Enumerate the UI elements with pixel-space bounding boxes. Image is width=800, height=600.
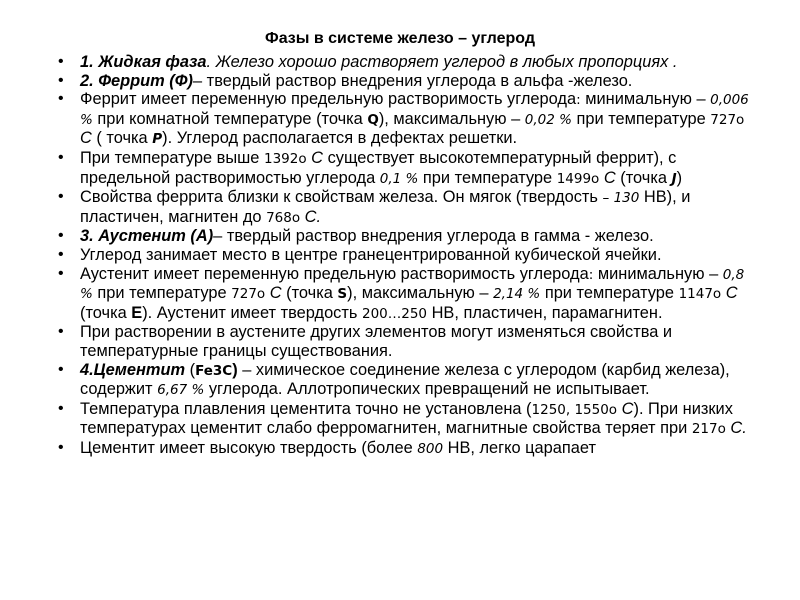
text-segment: ), максимальную –: [378, 109, 525, 128]
bullet-icon: •: [58, 53, 64, 70]
bullet-icon: •: [58, 227, 64, 245]
text-segment: – твердый раствор внедрения углерода в гамма - железо.: [213, 227, 654, 246]
bullet-icon: •: [58, 438, 64, 456]
list-item: [0, 439, 760, 459]
text-segment: S: [337, 286, 348, 303]
text-segment: Свойства феррита близки к свойствам железа. Он мягок (твердость: [80, 188, 603, 207]
text-segment: минимальную –: [580, 90, 711, 109]
list-item: [0, 149, 760, 188]
text-segment: углерода. Аллотропических превращений не испытывает.: [204, 380, 650, 399]
bullet-icon: •: [58, 148, 64, 166]
bullet-icon: •: [58, 245, 64, 263]
text-segment: С: [80, 129, 92, 148]
bullet-icon: •: [58, 323, 64, 341]
text-segment: При температуре выше: [80, 148, 264, 167]
list-item: [0, 400, 760, 439]
text-segment: 0,8 %: [80, 266, 745, 303]
text-segment: 3. Аустенит (А): [80, 227, 214, 246]
text-segment: 200…250: [361, 305, 428, 322]
bullet-icon: •: [58, 399, 64, 417]
text-segment: минимальную –: [593, 264, 723, 283]
bullet-icon: •: [58, 360, 64, 378]
bullet-icon: •: [58, 71, 64, 89]
text-segment: – твердый раствор внедрения углерода в альфа -железо.: [193, 71, 633, 90]
text-segment: 1392о: [263, 150, 307, 167]
text-segment: при температуре: [418, 168, 557, 187]
text-segment: 727о: [710, 111, 745, 128]
text-segment: При растворении в аустените других элементов могут изменяться свойства и температурные границы существования.: [80, 323, 673, 360]
text-segment: С: [621, 399, 634, 418]
text-segment: 0,006 %: [80, 92, 749, 128]
list-item: [0, 90, 760, 149]
text-segment: P: [152, 131, 163, 148]
text-segment: Феррит имеет переменную предельную растворимость углерода: [80, 90, 577, 109]
list-item: [0, 53, 760, 72]
text-segment: J: [671, 170, 677, 187]
list-item: [0, 227, 760, 246]
text-segment: – 130: [602, 190, 640, 207]
text-segment: ). При низких температурах цементит слабо ферромагнитен, магнитные свойства теряет при: [80, 399, 733, 438]
bullet-icon: •: [58, 90, 64, 108]
text-segment: С.: [304, 207, 322, 226]
text-segment: 2,14 %: [493, 286, 541, 303]
text-segment: при температуре: [571, 109, 711, 128]
text-segment: 800: [417, 440, 444, 457]
text-segment: Цементит имеет высокую твердость (более: [80, 438, 418, 457]
text-segment: 1147о: [678, 286, 722, 303]
list-item: [0, 188, 760, 227]
text-segment: (точка: [281, 284, 338, 303]
text-segment: НВ, пластичен, парамагнитен.: [427, 303, 663, 322]
text-segment: при температуре: [540, 284, 679, 303]
list-item: [0, 265, 760, 324]
text-segment: НВ), и пластичен, магнитен до: [80, 188, 691, 226]
bullet-icon: •: [58, 188, 64, 206]
text-segment: Q: [367, 111, 379, 128]
text-segment: С: [603, 168, 616, 187]
text-segment: (точка: [615, 168, 672, 187]
text-segment: 0,02 %: [524, 111, 572, 128]
text-segment: 4.Цементит: [80, 360, 186, 379]
text-segment: С: [269, 284, 282, 303]
text-segment: 1250, 1550о: [531, 401, 618, 418]
bullet-icon: •: [58, 264, 64, 282]
text-segment: (точка: [80, 303, 132, 322]
text-segment: . Железо хорошо растворяет углерод в любых пропорциях .: [206, 53, 678, 71]
list-item: [0, 361, 760, 400]
text-segment: существует высокотемпературный феррит), с предельной растворимостью углерода: [80, 148, 677, 187]
text-segment: 0,1 %: [379, 170, 419, 187]
text-segment: Е: [131, 303, 143, 322]
list-item: [0, 246, 760, 265]
text-segment: 6,67 %: [157, 382, 205, 399]
text-segment: ). Углерод располагается в дефектах решетки.: [162, 129, 518, 148]
text-segment: 768о: [266, 209, 301, 226]
text-segment: – химическое соединение железа с углеродом (карбид железа), содержит: [80, 360, 730, 399]
text-segment: ): [676, 168, 683, 187]
text-segment: :: [588, 266, 594, 283]
list-item: [0, 323, 760, 360]
text-segment: Температура плавления цементита точно не установлена (: [80, 399, 532, 418]
text-segment: Углерод занимает место в центре гранецентрированной кубической ячейки.: [80, 245, 662, 264]
text-segment: при комнатной температуре (точка: [92, 109, 368, 128]
text-segment: ), максимальную –: [347, 284, 494, 303]
text-segment: при температуре: [92, 284, 232, 303]
text-segment: С: [725, 284, 738, 303]
text-segment: С: [311, 148, 324, 167]
text-segment: 217о: [691, 421, 726, 438]
text-segment: :: [576, 92, 581, 109]
text-segment: ): [232, 360, 238, 379]
text-segment: НВ, легко царапает: [443, 438, 596, 457]
text-segment: 2. Феррит (Ф): [80, 71, 194, 90]
text-segment: 727о: [231, 286, 266, 303]
text-segment: (: [185, 360, 196, 379]
text-segment: Аустенит имеет переменную предельную растворимость углерода: [80, 264, 589, 283]
text-segment: 1499о: [556, 170, 600, 187]
text-segment: Fe3C: [195, 362, 233, 379]
page-title: Фазы в системе железо – углерод: [265, 30, 535, 47]
bullet-list: [0, 53, 760, 458]
text-segment: ( точка: [91, 129, 153, 148]
text-segment: 1. Жидкая фаза: [80, 53, 207, 71]
text-segment: ). Аустенит имеет твердость: [142, 303, 362, 322]
list-item: [0, 72, 760, 91]
text-segment: С.: [730, 419, 747, 438]
